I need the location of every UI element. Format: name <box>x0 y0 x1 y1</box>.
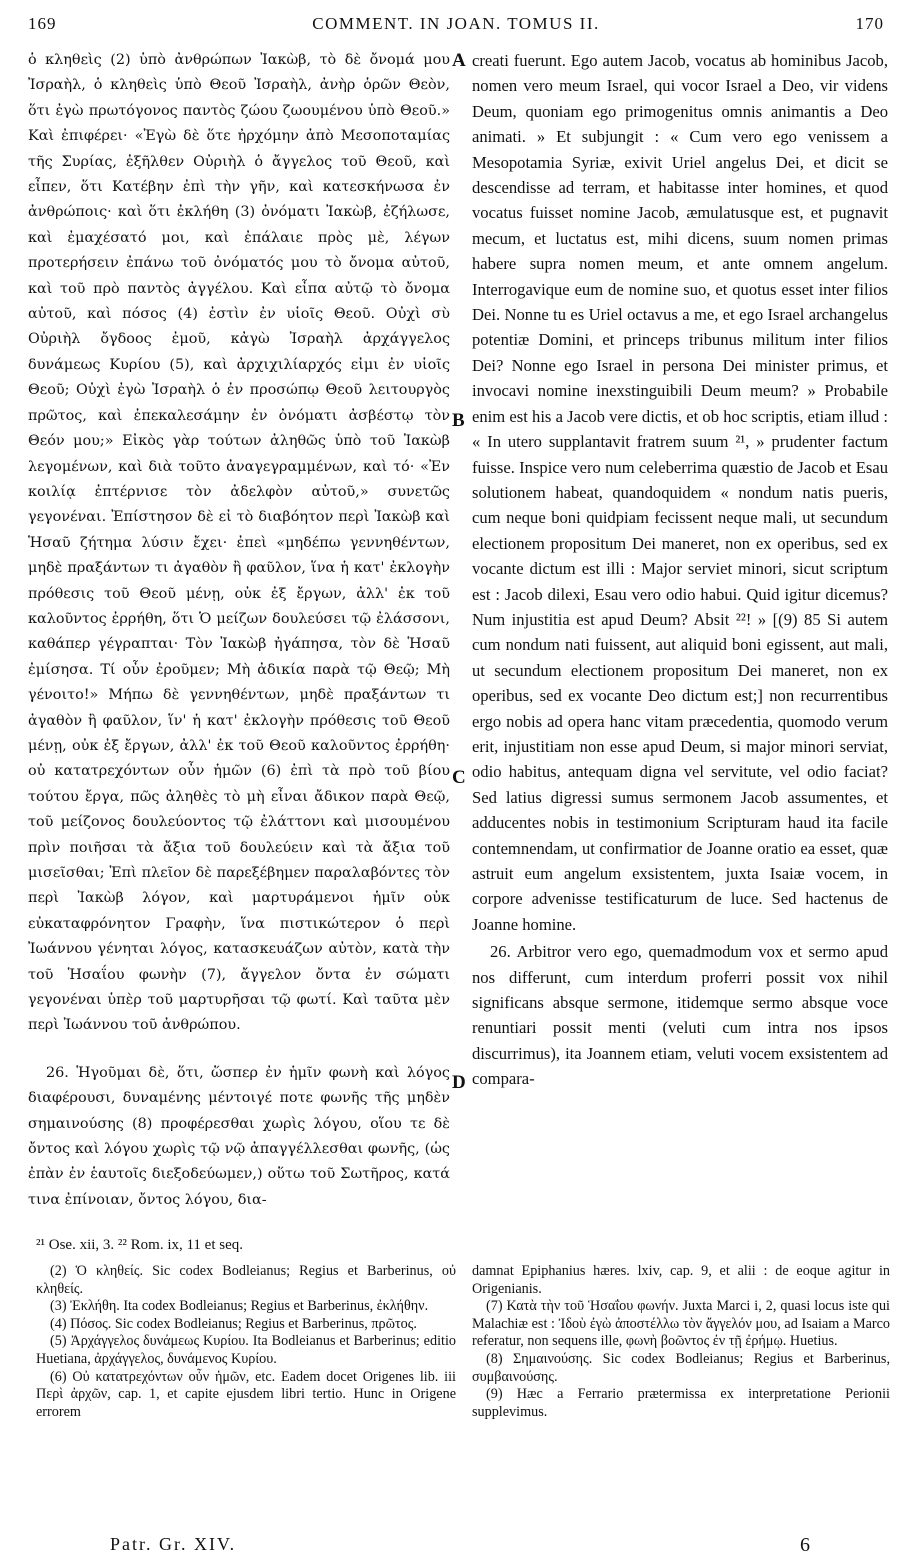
margin-marker-b: B <box>452 410 465 431</box>
signature-number: 6 <box>800 1534 810 1556</box>
footnote-4: (4) Πόσος. Sic codex Bodleianus; Regius et Barberinus, πρῶτος. <box>50 1315 417 1332</box>
footnote-2: (2) Ὁ κληθείς. Sic codex Bodleianus; Regius et Barberinus, οὐ κληθείς. <box>36 1263 456 1297</box>
footnote-9: (9) Hæc a Ferrario prætermissa ex interpretatione Perionii supplevimus. <box>472 1386 890 1420</box>
margin-marker-d: D <box>452 1072 466 1093</box>
running-header <box>28 14 884 38</box>
page-number-right: 170 <box>855 14 884 33</box>
printer-signature: Patr. Gr. XIV. <box>110 1534 237 1554</box>
footnote-7: (7) Κατὰ τὴν τοῦ Ἡσαΐου φωνήν. Juxta Marci i, 2, quasi locus iste qui Malachiæ est : Ἰδοὺ ἐγὼ ἀποστέλλω τὸν ἄγγελόν μου, ad Isaiam a Marco referatur, non sequens ille, φωνὴ βοῶντος ἐν τῇ ἐρήμῳ. Huetius. <box>472 1298 890 1350</box>
latin-paragraph-26: 26. Arbitror vero ego, quemadmodum vox et sermo apud nos differunt, cum interdum proferri possit vox nihil significans absque sermone, itidemque sermo absque voce renuntiari possit menti (veluti cum intra nos ipsos discurrimus), ita Joannem etiam, veluti vocem exsistentem ad compara- <box>472 942 888 1089</box>
footnote-3: (3) Ἐκλήθη. Ita codex Bodleianus; Regius et Barberinus, ἐκλήθην. <box>50 1298 429 1315</box>
greek-column <box>28 48 450 1213</box>
latin-column <box>472 48 888 1092</box>
scripture-references: ²¹ Ose. xii, 3. ²² Rom. ix, 11 et seq. <box>36 1237 244 1253</box>
footnotes-left <box>36 1263 456 1421</box>
footnote-8: (8) Σημαινούσης. Sic codex Bodleianus; Regius et Barberinus, συμβαινούσης. <box>472 1350 890 1385</box>
greek-paragraph-1: ὁ κληθεὶς (2) ὑπὸ ἀνθρώπων Ἰακὼβ, τὸ δὲ ὄνομά μου Ἰσραὴλ, ὁ κληθεὶς ὑπὸ Θεοῦ Ἰσραὴλ, ἀνὴρ ὁρῶν Θεὸν, ὅτι ἐγὼ πρωτόγονος παντὸς ζώου ζωουμένου ὑπὸ Θεοῦ.» Καὶ ἐπιφέρει· «Ἐγὼ δὲ ὅτε ἠρχόμην ἀπὸ Μεσοποταμίας τῆς Συρίας, ἐξῆλθεν Οὐριὴλ ὁ ἄγγελος τοῦ Θεοῦ, καὶ εἶπεν, ὅτι Κατέβην ἐπὶ τὴν γῆν, καὶ κατεσκήνωσα ἐν ἀνθρώποις· καὶ ὅτι ἐκλήθη (3) ὀνόματι Ἰακὼβ, ἐζήλωσε, καὶ ἐμαχέσατό μοι, καὶ ἐπάλαιε πρὸς μὲ, λέγων προτερήσειν ἐπάνω τοῦ ὀνόματός μου τὸ ὄνομα αὐτοῦ, καὶ τοῦ πρὸ παντὸς ἀγγέλου. Καὶ εἶπα αὐτῷ τὸ ὄνομα αὐτοῦ, καὶ πόσος (4) ἐστὶν ἐν υἱοῖς Θεοῦ. Οὐχὶ σὺ Οὐριὴλ ὄγδοος ἐμοῦ, κἀγὼ Ἰσραὴλ ἀρχάγγελος δυνάμεως Κυρίου (5), καὶ ἀρχιχιλίαρχός εἰμι ἐν υἱοῖς Θεοῦ; Οὐχὶ ἐγὼ Ἰσραὴλ ὁ ἐν προσώπῳ Θεοῦ λειτουργὸς πρῶτος, καὶ ἐπεκαλεσάμην ἐν ὀνόματι ἀσβέστῳ τὸν Θεόν μου;» Εἰκὸς γὰρ τούτων ἀληθῶς ὑπὸ τοῦ Ἰακὼβ λεγομένων, καὶ διὰ τοῦτο ἀναγεγραμμένων, καὶ τό· «Ἐν κοιλίᾳ ἐπτέρνισε τὸν ἀδελφὸν αὐτοῦ,» συνετῶς γεγονέναι. Ἐπίστησον δὲ εἰ τὸ διαβόητον περὶ Ἰακὼβ καὶ Ἡσαῦ ζήτημα λύσιν ἔχει· ἐπεὶ «μηδέπω γεννηθέντων, μηδὲ πραξάντων τι ἀγαθὸν ἢ φαῦλον, ἵνα ἡ κατ' ἐκλογὴν πρόθεσις τοῦ Θεοῦ μένῃ, οὐκ ἐξ ἔργων, ἀλλ' ἐκ τοῦ καλοῦντος ἐρρήθη, ὅτι Ὁ μείζων δουλεύσει τῷ ἐλάσσονι, καθάπερ γέγραπται· Τὸν Ἰακὼβ ἠγάπησα, τὸν δὲ Ἡσαῦ ἐμίσησα. Τί οὖν ἐροῦμεν; Μὴ ἀδικία παρὰ τῷ Θεῷ; Μὴ γένοιτο!» Μήπω δὲ γεννηθέντων, μηδὲ πραξάντων τι ἀγαθὸν ἢ φαῦλον, ἵν' ἡ κατ' ἐκλογὴν πρόθεσις τοῦ Θεοῦ μένῃ, οὐκ ἐξ ἔργων, ἀλλ' ἐκ τοῦ Θεοῦ καλοῦντος ἐρρήθη· οὐ κατατρεχόντων οὖν ἡμῶν (6) ἐπὶ τὰ πρὸ τοῦ βίου τούτου ἔργα, πῶς ἀληθὲς τὸ μὴ εἶναι ἄδικον παρὰ Θεῷ, τοῦ μείζονος δουλεύοντος τῷ ἐλάττονι καὶ μισουμένου πρὶν ποιῆσαι τὰ ἄξια τοῦ δουλεύειν καὶ τὰ ἄξια τοῦ μισεῖσθαι; Ἐπὶ πλεῖον δὲ παρεξέβημεν παραλαβόντες τὸν περὶ Ἰακὼβ λόγον, καὶ μαρτυράμενοι ἡμῖν οὐκ εὐκαταφρόνητον Γραφὴν, ἵνα πιστικώτερον ὁ περὶ Ἰωάννου γένηται λόγος, κατασκευάζων αὐτὸν, κατὰ τὴν τοῦ Ἡσαΐου φωνὴν (7), ἄγγελον ὄντα ἐν σώματι γεγονέναι ὑπὲρ τοῦ μαρτυρῆσαι τῷ φωτί. Καὶ ταῦτα μὲν περὶ Ἰωάννου τοῦ ἀνθρώπου. <box>28 52 450 1034</box>
footnote-6-continued: damnat Epiphanius hæres. lxiv, cap. 9, et alii : de eoque agitur in Origenianis. <box>472 1263 890 1297</box>
running-title: COMMENT. IN JOAN. TOMUS II. <box>312 14 600 33</box>
footnote-5: (5) Ἀρχάγγελος δυνάμεως Κυρίου. Ita Bodleianus et Barberinus; editio Huetiana, ἀρχάγγελος, δυνάμενος Κυρίου. <box>36 1333 456 1367</box>
footnote-6: (6) Οὐ κατατρεχόντων οὖν ἡμῶν, etc. Eadem docet Origenes lib. iii Περὶ ἀρχῶν, cap. 1, et capite ejusdem libri tertio. Hunc in Origene errorem <box>36 1368 456 1420</box>
latin-paragraph-1: creati fuerunt. Ego autem Jacob, vocatus ab hominibus Jacob, nomen vero meum Israel, qui vocor Israel a Deo, vir videns Deum, quoniam ego primogenitus omnis animantis a Deo animati. » Et subjungit : « Cum vero ego venissem a Mesopotamia Syriæ, exivit Uriel angelus Dei, et dicit se descendisse ad terram, et habitasse inter homines, et quod vocatus fuisset nomine Jacob, æmulatusque est, et pugnavit mecum, et luctatus est, mihi dicens, suum nomen primas habere supra nomen meum, et ante omnem angelum. Interrogavique eum de nomine suo, et quotus esset inter filios Dei. Nonne tu es Uriel octavus a me, et ego Israel archangelus potentiæ Domini, et princeps tribunus militum inter filios Dei? Nonne ego Israel in persona Dei minister primus, et invocavi nomine inexstinguibili Deum meum? » Probabile enim est his a Jacob vere dictis, et ob hoc scriptis, etiam illud : « In utero supplantavit fratrem suum ²¹, » prudenter factum fuisse. Inspice vero num celeberrima quæstio de Jacob et Esau solutionem habeat, quandoquidem « nondum natis pueris, cum neque boni quidpiam fecissent neque mali, ut secundum electionem propositum Dei maneret, non ex operibus, sed ex vocante dictum est illi : Major serviet minori, sicut scriptum est : Jacob dilexi, Esau vero odio habui. Quid igitur dicemus? Num injustitia est apud Deum? Absit ²²! » [(9) 85 Si autem cum nondum nati fuissent, aut aliquid boni egissent, aut mali, ut secundum electionem propositum Dei maneret, non ex operibus, sed ex vocante Deo dictum est;] non recurrentibus ergo nobis ad opera hanc vitam præcedentia, quomodo verum erit, injustitiam non esse apud Deum, si major minori serviat, odio habitus, antequam digna vel servitute, vel odio faciat? Sed latius digressi sumus sermonem Jacob assumentes, et adducentes nobis in testimonium Scripturam haud ita facile contemnendam, ut confirmatior de Joanne oratio ea esset, quæ astruit eum angelum exsistentem, juxta Isaiæ vocem, in corpore advenisse testificaturum de luce. Sed hactenus de Joanne homine. <box>472 51 888 934</box>
margin-marker-a: A <box>452 50 466 71</box>
page-number-left: 169 <box>28 14 57 33</box>
margin-marker-c: C <box>452 767 466 788</box>
greek-paragraph-26: 26. Ἡγοῦμαι δὲ, ὅτι, ὥσπερ ἐν ἡμῖν φωνὴ καὶ λόγος διαφέρουσι, δυναμένης μέντοιγέ ποτε φωνῆς τῆς μηδὲν σημαινούσης (8) προφέρεσθαι χωρὶς λόγου, οἵου τε δὲ ὄντος καὶ λόγου χωρὶς τῷ νῷ ἀπαγγέλλεσθαι φωνῆς, (ὡς ἐπὰν ἐν ἑαυτοῖς διεξοδεύωμεν,) οὕτω τοῦ Σωτῆρος, κατά τινα ἐπίνοιαν, ὄντος λόγου, δια- <box>28 1064 450 1208</box>
footnotes-right <box>472 1263 890 1421</box>
